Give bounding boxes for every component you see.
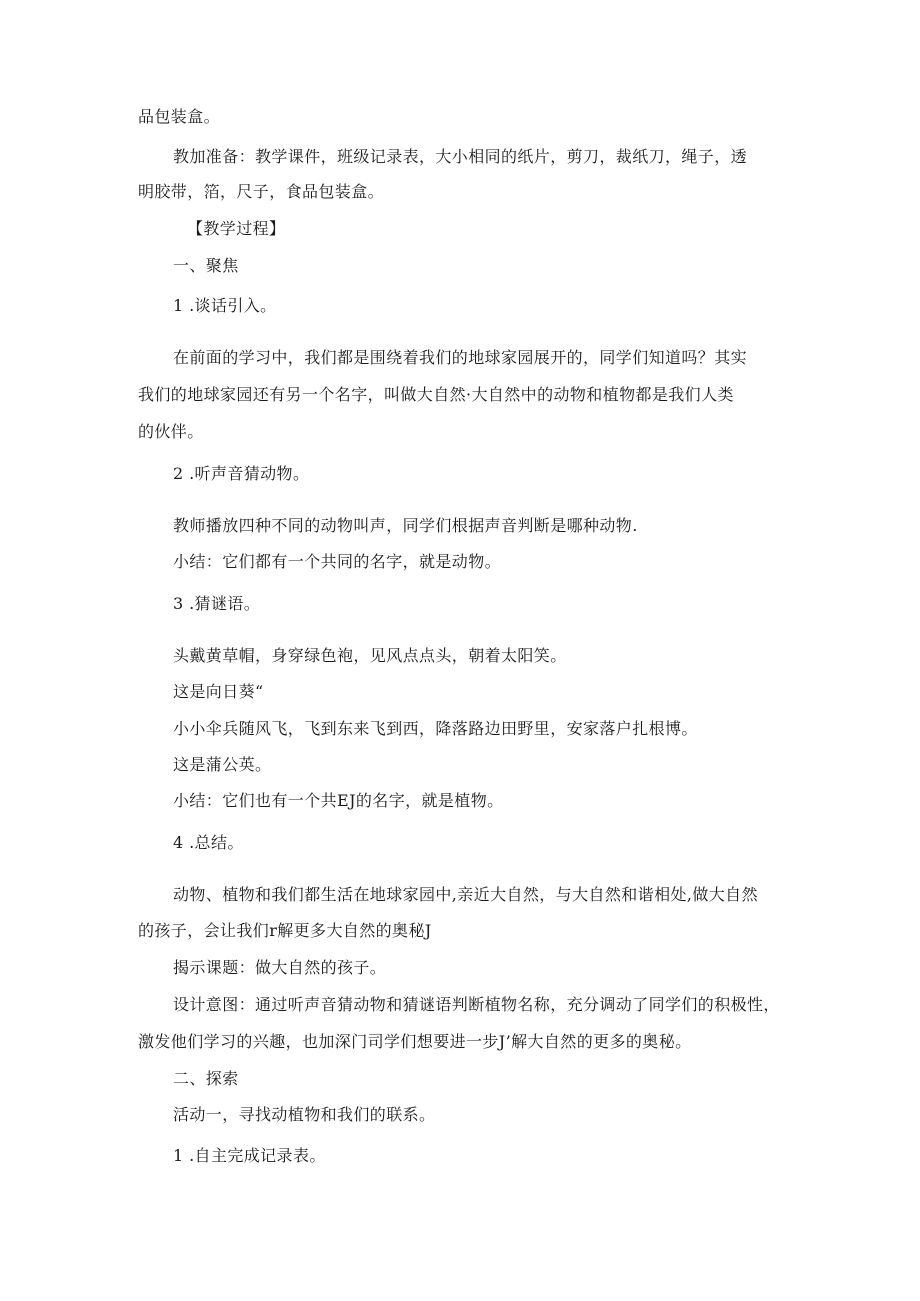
text-line: 小结：它们也有一个共EJ的名字，就是植物。 — [173, 791, 504, 810]
text-line: 小小伞兵随风飞，飞到东来飞到西，降落路边田野里，安家落户扎根博。 — [173, 719, 698, 738]
section-heading: 一、聚焦 — [173, 256, 239, 275]
text-line: 的孩子，会让我们r解更多大自然的奥秘J — [138, 921, 432, 940]
text-line: 教加准备：教学课件，班级记录表，大小相同的纸片，剪刀，裁纸刀，绳子，透 — [173, 147, 748, 166]
text-line: 这是向日葵“ — [173, 682, 264, 701]
text-line: 活动一，寻找动植物和我们的联系。 — [173, 1105, 436, 1124]
text-line: 揭示课题：做大自然的孩子。 — [173, 958, 387, 977]
text-line: 这是蒲公英。 — [173, 755, 272, 774]
section-heading: 【教学过程】 — [187, 219, 286, 238]
text-line: 明胶带，箔，尺子，食品包装盒。 — [138, 182, 385, 201]
list-item: 2 .听声音猜动物。 — [173, 464, 310, 483]
text-line: 在前面的学习中，我们都是围绕着我们的地球家园展开的，同学们知道吗？其实 — [173, 348, 748, 367]
text-line: 设计意图：通过听声音猜动物和猜谜语判断植物名称，充分调动了同学们的积极性， — [173, 995, 780, 1014]
text-line: 小结：它们都有一个共同的名字，就是动物。 — [173, 552, 502, 571]
list-item: 3 .猜谜语。 — [173, 594, 261, 613]
text-line: 的伙伴。 — [138, 422, 204, 441]
section-heading: 二、探索 — [173, 1069, 239, 1088]
text-line: 激发他们学习的兴趣，也加深门司学们想要进一步J’解大自然的更多的奥秘。 — [138, 1032, 692, 1051]
list-item: 1 .自主完成记录表。 — [173, 1146, 326, 1165]
text-line: 品包装盒。 — [138, 107, 221, 126]
text-line: 我们的地球家园还有另一个名字，叫做大自然·大自然中的动物和植物都是我们人类 — [138, 385, 734, 404]
list-item: 4 .总结。 — [173, 833, 244, 852]
text-line: 头戴黄草帽，身穿绿色袍，见风点点头，朝着太阳笑。 — [173, 646, 567, 665]
text-line: 教师播放四种不同的动物叫声，同学们根据声音判断是哪种动物. — [173, 516, 638, 535]
text-line: 动物、植物和我们都生活在地球家园中,亲近大自然，与大自然和谐相处,做大自然 — [173, 885, 758, 904]
list-item: 1 .谈话引入。 — [173, 296, 277, 315]
